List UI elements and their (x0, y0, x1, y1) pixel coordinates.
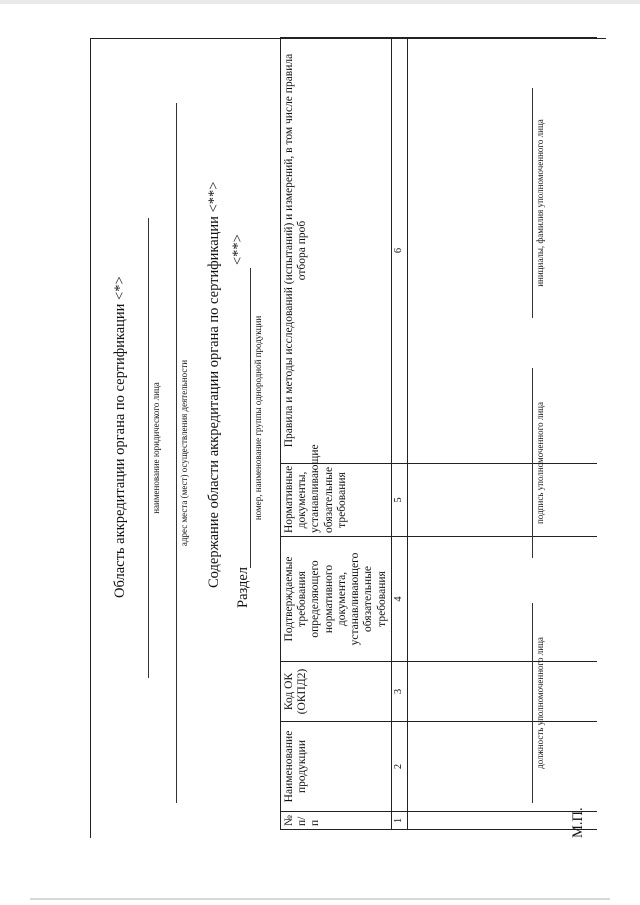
column-number: 4 (391, 537, 407, 662)
scan-edge-bottom (30, 898, 610, 900)
name-line (532, 88, 533, 318)
column-number: 5 (391, 464, 407, 537)
section-caption: номер, наименование группы однородной продукции (253, 315, 263, 521)
column-number: 3 (391, 662, 407, 722)
address-line (176, 103, 177, 803)
legal-entity-line (148, 218, 149, 678)
header-test-methods: Правила и методы исследований (испытаний) и измерений, в том числе правила отбора проб (281, 38, 392, 464)
signature-line (532, 368, 533, 558)
column-number: 2 (391, 722, 407, 812)
section-line (250, 268, 251, 568)
table-header-row (281, 38, 392, 830)
signature-caption: подпись уполномоченного лица (535, 402, 545, 524)
legal-entity-caption: наименование юридического лица (151, 382, 161, 514)
name-caption: инициалы, фамилия уполномоченного лица (535, 119, 545, 287)
section-mark: <**> (230, 234, 246, 265)
header-ok-code: Код ОК (ОКПД2) (281, 662, 392, 722)
header-normative-documents: Нормативные документы, устанавливающие обязательные требования (281, 464, 392, 537)
column-number: 6 (391, 38, 407, 464)
position-caption: должность уполномоченного лица (535, 637, 545, 769)
section-label: Раздел (235, 566, 251, 608)
form-title: Область аккредитации органа по сертификации <*> (112, 276, 128, 598)
column-number: 1 (391, 812, 407, 830)
header-number: № п/п (281, 812, 392, 830)
table-column-numbers-row (391, 38, 407, 830)
address-caption: адрес места (мест) осуществления деятельности (179, 359, 189, 547)
header-product-name: Наименование продукции (281, 722, 392, 812)
position-line (532, 603, 533, 803)
scan-edge-top (0, 0, 640, 4)
rotated-signature-block (520, 38, 610, 838)
content-title: Содержание области аккредитации органа по сертификации <**> (206, 181, 222, 588)
stamp-label: М.П. (570, 807, 586, 838)
header-confirmed-requirements: Подтверждаемые требования определяющего нормативного документа, устанавливающего обязательные требования (281, 537, 392, 662)
